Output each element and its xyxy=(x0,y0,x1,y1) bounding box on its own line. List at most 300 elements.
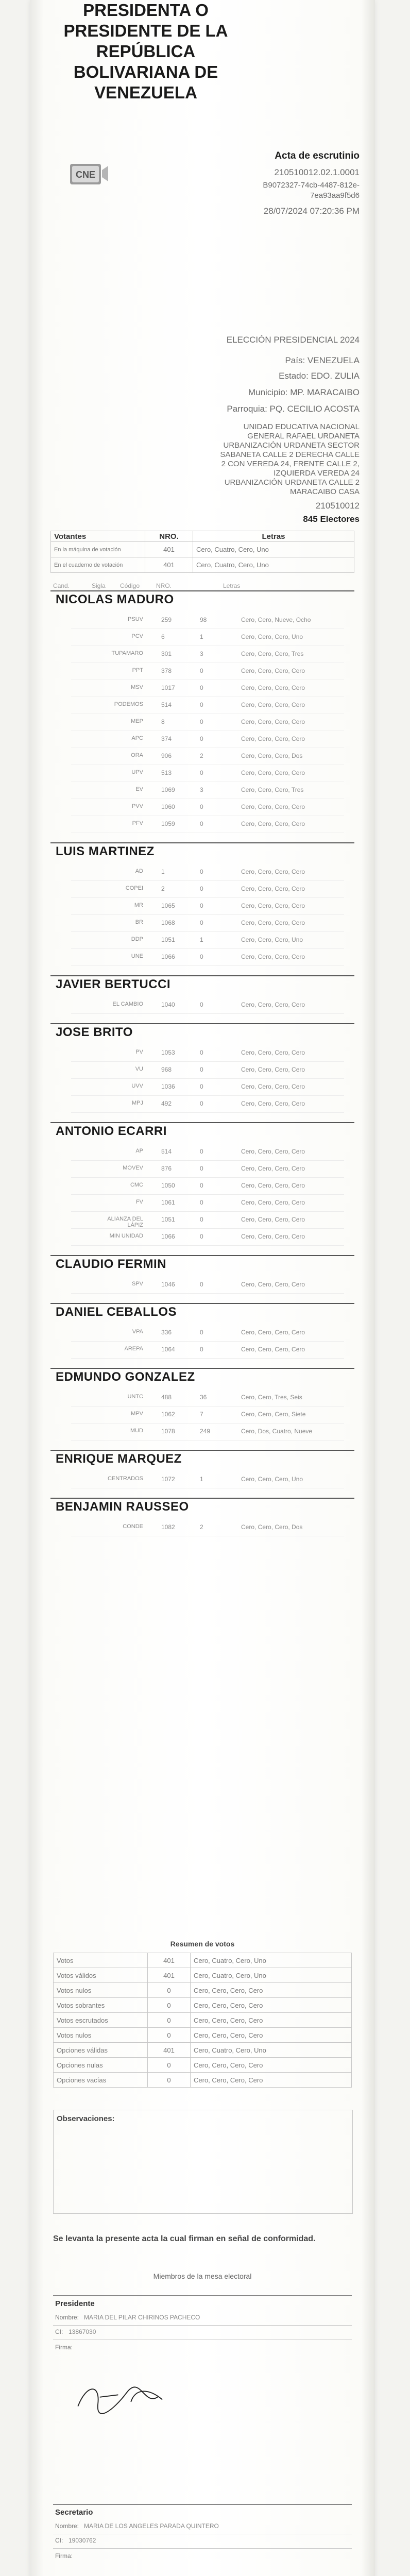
party-votes: 2 xyxy=(200,1523,203,1531)
party-code: 1066 xyxy=(161,953,175,960)
party-row xyxy=(71,1389,344,1406)
party-votes-words: Cero, Cero, Nueve, Ocho xyxy=(241,616,311,623)
party-code: 514 xyxy=(161,701,172,708)
member-role: Presidente xyxy=(55,2299,95,2308)
member-block xyxy=(53,2295,352,2487)
party-code: 1064 xyxy=(161,1346,175,1353)
party-row xyxy=(71,1406,344,1423)
party-votes-words: Cero, Cero, Cero, Cero xyxy=(241,919,305,926)
party-acronym: CMC xyxy=(130,1182,143,1188)
summary-nro: 401 xyxy=(148,1968,191,1983)
party-acronym: VPA xyxy=(132,1329,143,1335)
votantes-row-label: En la máquina de votación xyxy=(51,542,145,557)
votantes-header: Votantes xyxy=(51,531,145,542)
party-row xyxy=(71,663,344,680)
party-votes: 0 xyxy=(200,803,203,810)
party-code: 1040 xyxy=(161,1001,175,1008)
party-votes-words: Cero, Cero, Cero, Cero xyxy=(241,1216,305,1223)
party-code: 6 xyxy=(161,633,165,640)
party-votes-words: Cero, Cero, Cero, Cero xyxy=(241,1001,305,1008)
candidate-name: ENRIQUE MARQUEZ xyxy=(56,1452,182,1466)
party-votes: 0 xyxy=(200,684,203,691)
party-votes-words: Cero, Cero, Cero, Dos xyxy=(241,1523,303,1531)
candidate-party-rows xyxy=(71,612,344,833)
party-acronym: BR xyxy=(135,919,143,925)
candidate-party-rows xyxy=(71,1045,344,1113)
summary-row xyxy=(54,1983,352,1998)
party-code: 301 xyxy=(161,650,172,657)
center-address xyxy=(153,422,360,497)
party-code: 513 xyxy=(161,769,172,776)
party-row xyxy=(71,731,344,748)
party-row xyxy=(71,765,344,782)
member-name: MARIA DEL PILAR CHIRINOS PACHECO xyxy=(84,2314,200,2321)
candidate-divider xyxy=(50,1368,354,1369)
party-votes-words: Cero, Cero, Cero, Cero xyxy=(241,1233,305,1240)
sub-nro: NRO. xyxy=(156,582,172,589)
party-votes-words: Cero, Cero, Cero, Cero xyxy=(241,735,305,742)
municipality-label: Municipio: MP. MARACAIBO xyxy=(248,387,360,397)
center-line: GENERAL RAFAEL URDANETA xyxy=(247,432,360,440)
summary-label: Opciones válidas xyxy=(54,2043,148,2058)
votantes-table xyxy=(50,531,354,573)
party-votes: 0 xyxy=(200,919,203,926)
party-votes: 3 xyxy=(200,786,203,793)
party-votes: 0 xyxy=(200,718,203,725)
summary-row xyxy=(54,1953,352,1968)
party-votes-words: Cero, Cero, Cero, Cero xyxy=(241,684,305,691)
party-acronym: COPEI xyxy=(125,885,143,891)
party-votes-words: Cero, Cero, Cero, Cero xyxy=(241,1346,305,1353)
candidate-divider xyxy=(50,1255,354,1256)
party-votes-words: Cero, Cero, Cero, Cero xyxy=(241,769,305,776)
observaciones-box xyxy=(53,2110,353,2214)
candidate-divider xyxy=(50,842,354,843)
votantes-row-nro: 401 xyxy=(145,542,193,557)
candidate-name: EDMUNDO GONZALEZ xyxy=(56,1370,195,1384)
cne-logo-icon xyxy=(66,155,123,196)
doc-timestamp: 28/07/2024 07:20:36 PM xyxy=(263,206,360,216)
member-firma-label: Firma: xyxy=(55,2552,73,2560)
party-acronym: PV xyxy=(135,1049,143,1055)
party-votes: 7 xyxy=(200,1411,203,1418)
party-acronym: UVV xyxy=(131,1083,143,1089)
party-code: 1051 xyxy=(161,936,175,943)
candidate-name: ANTONIO ECARRI xyxy=(56,1124,167,1138)
party-row xyxy=(71,799,344,816)
candidate-name: BENJAMIN RAUSSEO xyxy=(56,1500,189,1514)
party-votes: 0 xyxy=(200,1066,203,1073)
party-acronym: MUD xyxy=(130,1428,143,1434)
party-row xyxy=(71,1342,344,1359)
votantes-row-letras: Cero, Cuatro, Cero, Uno xyxy=(193,542,354,557)
party-row xyxy=(71,1045,344,1062)
votantes-row-nro: 401 xyxy=(145,557,193,573)
summary-label: Votos nulos xyxy=(54,2028,148,2043)
party-votes: 1 xyxy=(200,633,203,640)
party-row xyxy=(71,629,344,646)
party-votes-words: Cero, Cero, Cero, Cero xyxy=(241,868,305,875)
letras-header: Letras xyxy=(193,531,354,542)
main-title-line: PRESIDENTA O xyxy=(83,1,209,20)
party-acronym: MIN UNIDAD xyxy=(109,1233,143,1239)
svg-text:CNE: CNE xyxy=(75,170,96,180)
summary-nro: 401 xyxy=(148,2043,191,2058)
party-acronym: PPT xyxy=(132,667,143,673)
candidate-divider xyxy=(50,1122,354,1123)
center-line: IZQUIERDA VEREDA 24 xyxy=(274,469,360,478)
candidate-party-rows xyxy=(71,997,344,1014)
party-acronym: MOVEV xyxy=(123,1165,143,1171)
party-votes-words: Cero, Dos, Cuatro, Nueve xyxy=(241,1428,313,1435)
receipt-paper xyxy=(30,0,375,2576)
party-acronym: PSUV xyxy=(128,616,143,622)
party-votes: 0 xyxy=(200,820,203,827)
party-votes-words: Cero, Cero, Cero, Dos xyxy=(241,752,303,759)
party-code: 1065 xyxy=(161,902,175,909)
party-code: 374 xyxy=(161,735,172,742)
party-code: 1078 xyxy=(161,1428,175,1435)
party-votes-words: Cero, Cero, Tres, Seis xyxy=(241,1394,302,1401)
party-votes: 0 xyxy=(200,1148,203,1155)
sub-cand: Cand. xyxy=(53,582,70,589)
party-acronym: TUPAMARO xyxy=(111,650,143,656)
party-acronym: ALIANZA DEL LÁPIZ xyxy=(107,1216,143,1228)
party-code: 488 xyxy=(161,1394,172,1401)
party-acronym: AREPA xyxy=(124,1346,143,1352)
summary-label: Votos nulos xyxy=(54,1983,148,1998)
party-code: 1050 xyxy=(161,1182,175,1189)
party-votes: 0 xyxy=(200,1346,203,1353)
party-votes: 0 xyxy=(200,1100,203,1107)
votantes-row-letras: Cero, Cuatro, Cero, Uno xyxy=(193,557,354,573)
candidate-party-rows xyxy=(71,1471,344,1488)
candidate-divider xyxy=(50,975,354,976)
party-row xyxy=(71,714,344,731)
summary-words: Cero, Cero, Cero, Cero xyxy=(191,1998,352,2013)
conformity-text: Se levanta la presente acta la cual firman en señal de conformidad. xyxy=(53,2234,316,2243)
party-acronym: UPV xyxy=(131,769,143,775)
party-votes-words: Cero, Cero, Cero, Cero xyxy=(241,1066,305,1073)
party-code: 1051 xyxy=(161,1216,175,1223)
party-row xyxy=(71,997,344,1014)
summary-label: Votos escrutados xyxy=(54,2013,148,2028)
party-votes-words: Cero, Cero, Cero, Cero xyxy=(241,1148,305,1155)
party-votes-words: Cero, Cero, Cero, Cero xyxy=(241,1083,305,1090)
party-row xyxy=(71,680,344,697)
party-row xyxy=(71,1519,344,1536)
party-row xyxy=(71,1471,344,1488)
party-acronym: UNTC xyxy=(127,1394,143,1400)
summary-row xyxy=(54,2013,352,2028)
party-code: 378 xyxy=(161,667,172,674)
summary-words: Cero, Cero, Cero, Cero xyxy=(191,2028,352,2043)
main-title-line: PRESIDENTE DE LA xyxy=(63,21,228,40)
candidate-party-rows xyxy=(71,864,344,966)
party-row xyxy=(71,1277,344,1294)
party-votes-words: Cero, Cero, Cero, Cero xyxy=(241,701,305,708)
mesa-label: Miembros de la mesa electoral xyxy=(153,2272,252,2280)
party-code: 1036 xyxy=(161,1083,175,1090)
candidate-name: JAVIER BERTUCCI xyxy=(56,977,171,991)
party-acronym: PCV xyxy=(131,633,143,639)
party-votes: 0 xyxy=(200,1182,203,1189)
party-row xyxy=(71,1161,344,1178)
party-votes-words: Cero, Cero, Cero, Uno xyxy=(241,633,303,640)
party-acronym: CONDE xyxy=(123,1523,143,1530)
party-code: 1059 xyxy=(161,820,175,827)
summary-label: Votos válidos xyxy=(54,1968,148,1983)
party-code: 906 xyxy=(161,752,172,759)
party-row xyxy=(71,881,344,898)
member-ci: 13867030 xyxy=(69,2328,96,2335)
party-row xyxy=(71,915,344,932)
party-votes-words: Cero, Cero, Cero, Cero xyxy=(241,885,305,892)
candidate-name: DANIEL CEBALLOS xyxy=(56,1305,177,1319)
nro-header: NRO. xyxy=(145,531,193,542)
party-code: 492 xyxy=(161,1100,172,1107)
party-votes: 0 xyxy=(200,1233,203,1240)
candidate-party-rows xyxy=(71,1325,344,1359)
party-votes-words: Cero, Cero, Cero, Cero xyxy=(241,1100,305,1107)
candidate-party-rows xyxy=(71,1277,344,1294)
candidate-divider xyxy=(50,1303,354,1304)
member-name-label: Nombre: xyxy=(55,2314,79,2321)
member-ci-label: CI: xyxy=(55,2328,63,2335)
candidate-party-rows xyxy=(71,1144,344,1246)
party-code: 8 xyxy=(161,718,165,725)
party-votes-words: Cero, Cero, Cero, Cero xyxy=(241,1182,305,1189)
party-row xyxy=(71,1079,344,1096)
party-votes: 0 xyxy=(200,701,203,708)
party-code: 2 xyxy=(161,885,165,892)
party-row xyxy=(71,864,344,881)
member-name: MARIA DE LOS ANGELES PARADA QUINTERO xyxy=(84,2522,219,2530)
party-votes-words: Cero, Cero, Cero, Cero xyxy=(241,1049,305,1056)
party-acronym: EV xyxy=(135,786,143,792)
summary-label: Votos sobrantes xyxy=(54,1998,148,2013)
summary-nro: 401 xyxy=(148,1953,191,1968)
party-acronym: MPJ xyxy=(132,1100,143,1106)
candidate-name: LUIS MARTINEZ xyxy=(56,844,155,858)
party-votes: 0 xyxy=(200,735,203,742)
party-votes-words: Cero, Cero, Cero, Cero xyxy=(241,953,305,960)
party-votes: 36 xyxy=(200,1394,207,1401)
summary-words: Cero, Cero, Cero, Cero xyxy=(191,1983,352,1998)
handwritten-signature-icon xyxy=(74,2368,197,2430)
party-acronym: EL CAMBIO xyxy=(112,1001,143,1007)
party-votes-words: Cero, Cero, Cero, Uno xyxy=(241,1476,303,1483)
summary-row xyxy=(54,2028,352,2043)
party-acronym: FV xyxy=(135,1199,143,1205)
party-votes: 0 xyxy=(200,1329,203,1336)
country-label: País: VENEZUELA xyxy=(285,355,360,365)
summary-words: Cero, Cero, Cero, Cero xyxy=(191,2073,352,2088)
party-code: 876 xyxy=(161,1165,172,1172)
candidate-party-rows xyxy=(71,1389,344,1440)
party-row xyxy=(71,612,344,629)
party-acronym: PVV xyxy=(131,803,143,809)
sub-codigo: Código xyxy=(120,582,140,589)
party-votes-words: Cero, Cero, Cero, Cero xyxy=(241,1281,305,1288)
party-votes: 0 xyxy=(200,1199,203,1206)
observaciones-label: Observaciones: xyxy=(57,2114,115,2123)
party-votes-words: Cero, Cero, Cero, Cero xyxy=(241,902,305,909)
party-acronym: PODEMOS xyxy=(114,701,143,707)
main-title-line: BOLIVARIANA DE xyxy=(73,62,218,81)
party-row xyxy=(71,1096,344,1113)
party-code: 1062 xyxy=(161,1411,175,1418)
party-votes: 0 xyxy=(200,902,203,909)
party-row xyxy=(71,1325,344,1342)
party-acronym: AD xyxy=(135,868,143,874)
electors-count: 845 Electores xyxy=(303,514,360,524)
party-code: 1061 xyxy=(161,1199,175,1206)
party-code: 336 xyxy=(161,1329,172,1336)
party-code: 514 xyxy=(161,1148,172,1155)
summary-words: Cero, Cuatro, Cero, Uno xyxy=(191,1953,352,1968)
party-votes: 0 xyxy=(200,868,203,875)
state-label: Estado: EDO. ZULIA xyxy=(279,371,360,381)
party-code: 1068 xyxy=(161,919,175,926)
party-acronym: ORA xyxy=(131,752,143,758)
summary-row xyxy=(54,1968,352,1983)
party-votes: 0 xyxy=(200,1001,203,1008)
summary-nro: 0 xyxy=(148,1998,191,2013)
party-votes: 0 xyxy=(200,1049,203,1056)
party-row xyxy=(71,1423,344,1440)
party-code: 259 xyxy=(161,616,172,623)
candidate-divider xyxy=(50,1450,354,1451)
party-votes-words: Cero, Cero, Cero, Cero xyxy=(241,1329,305,1336)
party-row xyxy=(71,932,344,949)
summary-row xyxy=(54,2058,352,2073)
party-votes-words: Cero, Cero, Cero, Cero xyxy=(241,820,305,827)
summary-label: Votos xyxy=(54,1953,148,1968)
party-code: 1060 xyxy=(161,803,175,810)
summary-words: Cero, Cero, Cero, Cero xyxy=(191,2058,352,2073)
summary-nro: 0 xyxy=(148,2028,191,2043)
candidate-divider xyxy=(50,590,354,591)
summary-nro: 0 xyxy=(148,2058,191,2073)
party-acronym: MR xyxy=(134,902,143,908)
member-name-label: Nombre: xyxy=(55,2522,79,2530)
party-row xyxy=(71,782,344,799)
party-votes-words: Cero, Cero, Cero, Tres xyxy=(241,786,304,793)
summary-table xyxy=(53,1953,352,2088)
center-line: UNIDAD EDUCATIVA NACIONAL xyxy=(243,422,360,431)
party-row xyxy=(71,748,344,765)
party-acronym: DDP xyxy=(131,936,143,942)
party-votes-words: Cero, Cero, Cero, Siete xyxy=(241,1411,306,1418)
votantes-row-label: En el cuaderno de votación xyxy=(51,557,145,573)
member-ci-label: CI: xyxy=(55,2537,63,2544)
member-ci: 19030762 xyxy=(69,2537,96,2544)
summary-words: Cero, Cero, Cero, Cero xyxy=(191,2013,352,2028)
party-row xyxy=(71,1212,344,1229)
doc-serial: B9072327-74cb-4487-812e-7ea93aa9f5d6 xyxy=(263,181,360,200)
party-votes: 3 xyxy=(200,650,203,657)
party-acronym: MEP xyxy=(131,718,143,724)
party-votes: 0 xyxy=(200,885,203,892)
main-title-line: REPÚBLICA xyxy=(96,42,196,61)
party-acronym: VU xyxy=(135,1066,143,1072)
candidate-name: CLAUDIO FERMIN xyxy=(56,1257,166,1271)
party-votes-words: Cero, Cero, Cero, Cero xyxy=(241,803,305,810)
member-block xyxy=(53,2504,352,2576)
center-line: 2 CON VEREDA 24, FRENTE CALLE 2, xyxy=(221,460,360,468)
center-line: URBANIZACIÓN URDANETA SECTOR xyxy=(223,441,360,450)
candidate-name: JOSE BRITO xyxy=(56,1025,133,1039)
party-votes: 0 xyxy=(200,1281,203,1288)
sub-letras: Letras xyxy=(223,582,241,589)
party-row xyxy=(71,816,344,833)
party-acronym: SPV xyxy=(131,1281,143,1287)
candidate-divider xyxy=(50,1498,354,1499)
party-row xyxy=(71,898,344,915)
candidate-divider xyxy=(50,1023,354,1024)
candidate-party-rows xyxy=(71,1519,344,1536)
summary-nro: 0 xyxy=(148,2073,191,2088)
doc-code: 210510012.02.1.0001 xyxy=(274,167,360,177)
election-label: ELECCIÓN PRESIDENCIAL 2024 xyxy=(226,335,360,345)
party-votes: 1 xyxy=(200,1476,203,1483)
summary-label: Opciones vacías xyxy=(54,2073,148,2088)
main-title-line: VENEZUELA xyxy=(94,83,197,102)
party-votes-words: Cero, Cero, Cero, Cero xyxy=(241,667,305,674)
center-line: MARACAIBO CASA xyxy=(289,487,360,496)
member-divider xyxy=(53,2325,352,2326)
party-votes-words: Cero, Cero, Cero, Uno xyxy=(241,936,303,943)
party-votes-words: Cero, Cero, Cero, Cero xyxy=(241,1165,305,1172)
party-row xyxy=(71,1062,344,1079)
party-code: 968 xyxy=(161,1066,172,1073)
party-votes: 0 xyxy=(200,1083,203,1090)
party-row xyxy=(71,697,344,714)
party-votes: 1 xyxy=(200,936,203,943)
summary-label: Opciones nulas xyxy=(54,2058,148,2073)
party-row xyxy=(71,1229,344,1246)
member-firma-label: Firma: xyxy=(55,2344,73,2351)
party-votes: 0 xyxy=(200,1165,203,1172)
summary-row xyxy=(54,1998,352,2013)
party-votes: 2 xyxy=(200,752,203,759)
party-votes: 0 xyxy=(200,667,203,674)
party-acronym: MSV xyxy=(131,684,143,690)
summary-row xyxy=(54,2043,352,2058)
candidate-name: NICOLAS MADURO xyxy=(56,592,174,606)
party-row xyxy=(71,1144,344,1161)
party-code: 1072 xyxy=(161,1476,175,1483)
summary-nro: 0 xyxy=(148,1983,191,1998)
party-row xyxy=(71,1195,344,1212)
party-row xyxy=(71,1178,344,1195)
party-code: 1053 xyxy=(161,1049,175,1056)
main-title xyxy=(30,0,262,103)
doc-title: Acta de escrutinio xyxy=(275,150,360,161)
sub-sigla: Sigla xyxy=(92,582,106,589)
center-code: 210510012 xyxy=(315,501,360,511)
center-line: SABANETA CALLE 2 DERECHA CALLE xyxy=(220,450,360,459)
party-votes-words: Cero, Cero, Cero, Cero xyxy=(241,718,305,725)
party-votes: 249 xyxy=(200,1428,211,1435)
party-row xyxy=(71,646,344,663)
parish-label: Parroquia: PQ. CECILIO ACOSTA xyxy=(227,404,360,414)
party-acronym: PFV xyxy=(132,820,143,826)
summary-nro: 0 xyxy=(148,2013,191,2028)
party-acronym: MPV xyxy=(131,1411,143,1417)
party-code: 1066 xyxy=(161,1233,175,1240)
